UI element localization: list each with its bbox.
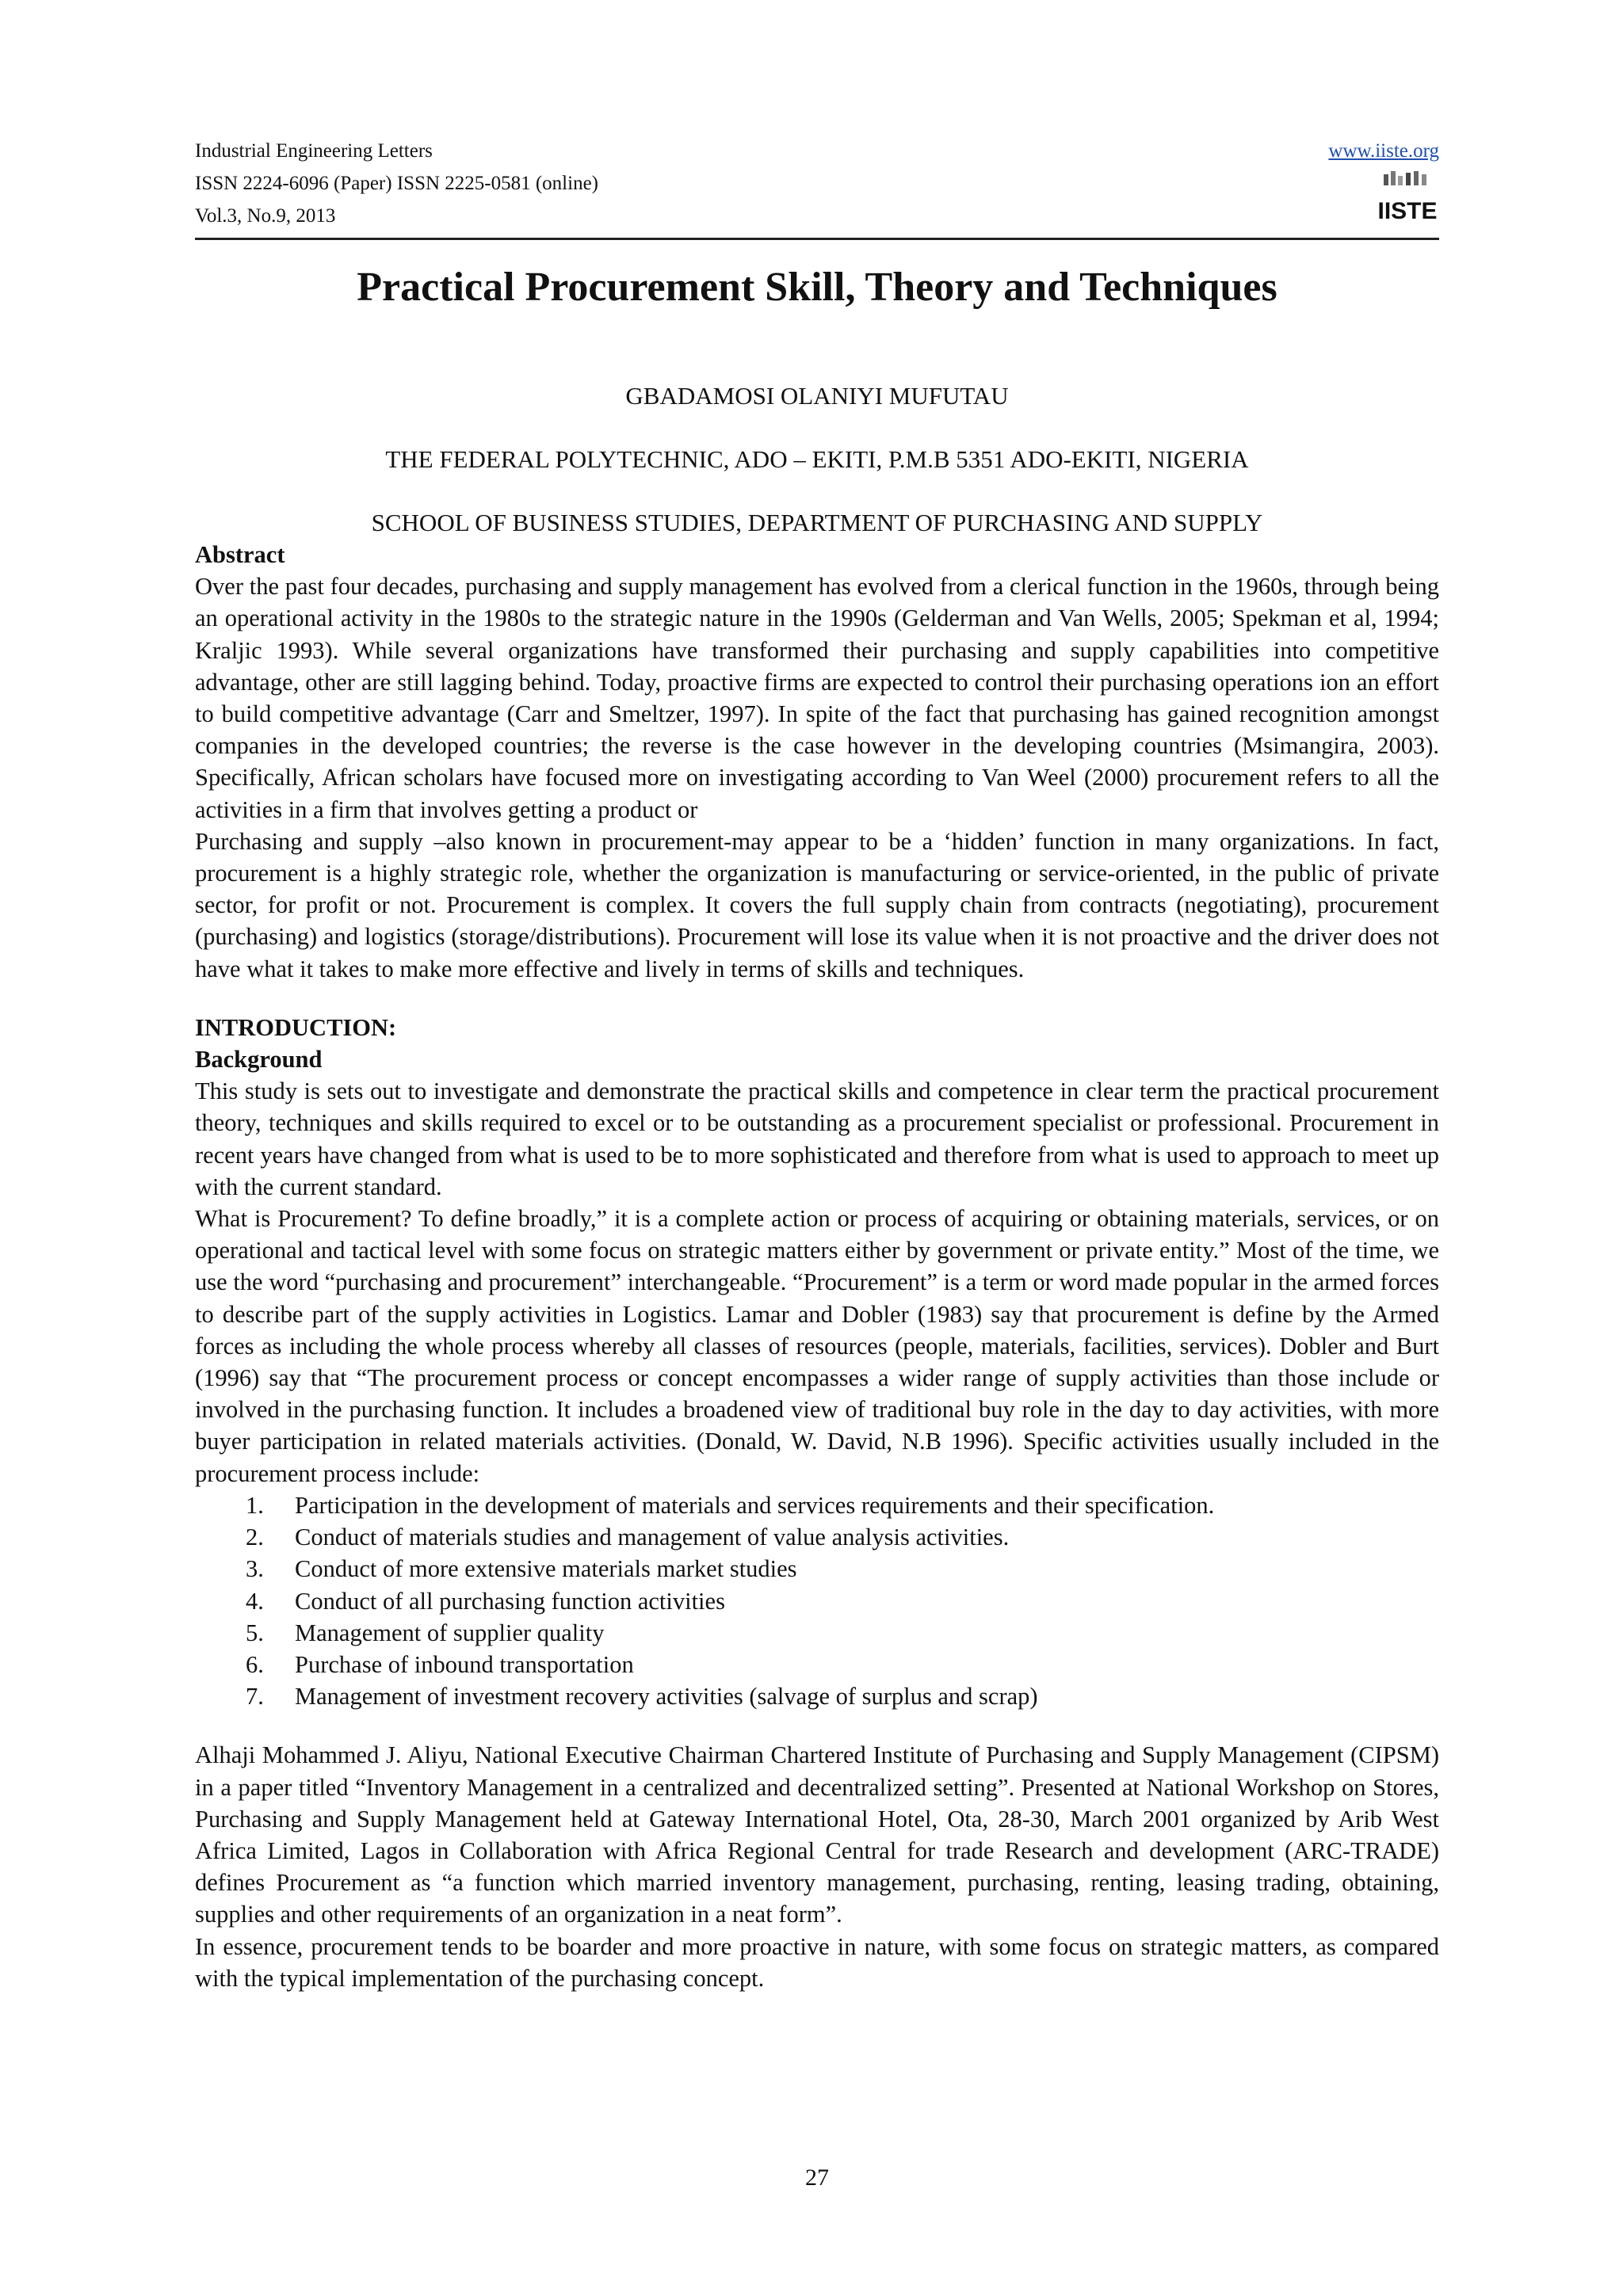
list-text: Purchase of inbound transportation	[295, 1650, 634, 1678]
list-text: Conduct of materials studies and management of value analysis activities.	[295, 1524, 1010, 1551]
author-name: GBADAMOSI OLANIYI MUFUTAU	[625, 382, 1009, 410]
list-number: 7.	[246, 1683, 264, 1711]
journal-header	[195, 135, 598, 232]
list-number: 1.	[246, 1491, 264, 1519]
list-item	[195, 1553, 1439, 1585]
list-item	[195, 1680, 1439, 1712]
body-paragraph: Alhaji Mohammed J. Aliyu, National Executive Chairman Chartered Institute of Purchasing and Supply Management (CIPSM) in a paper titled “Inventory Management in a centralized and decentralized setting”. Presented at National Workshop on Stores, Purchasing and Supply Management held at Gateway International Hotel, Ota, 28-30, March 2001 organized by Arib West Africa Limited, Lagos in Collaboration with Africa Regional Central for trade Research and development (ARC-TRADE) defines Procurement as “a function which married inventory management, purchasing, renting, leasing trading, obtaining, supplies and other requirements of an organization in a neat form”.	[195, 1741, 1439, 1928]
page-number: 27	[805, 2164, 829, 2191]
journal-url-link[interactable]: www.iiste.org	[1328, 140, 1439, 162]
list-item	[195, 1489, 1439, 1521]
list-text: Management of investment recovery activities (salvage of surplus and scrap)	[295, 1683, 1038, 1711]
paper-body	[195, 539, 1439, 1994]
list-item	[195, 1617, 1439, 1649]
list-text: Conduct of all purchasing function activities	[295, 1587, 725, 1615]
journal-volume: Vol.3, No.9, 2013	[195, 205, 336, 227]
list-number: 3.	[246, 1555, 264, 1583]
iiste-logo	[1377, 170, 1438, 227]
paper-title: Practical Procurement Skill, Theory and Techniques	[357, 265, 1277, 310]
logo-lettering: IISTE	[1377, 198, 1438, 224]
list-number: 2.	[246, 1524, 264, 1551]
abstract-heading: Abstract	[195, 541, 285, 568]
abstract-paragraph: Purchasing and supply –also known in procurement-may appear to be a ‘hidden’ function in many organizations. In fact, procurement is a highly strategic role, whether the organization is manufacturing or service-oriented, in the public of private sector, for profit or not. Procurement is complex. It covers the full supply chain from contracts (negotiating), procurement (purchasing) and logistics (storage/distributions). Procurement will lose its value when it is not proactive and the driver does not have what it takes to make more effective and lively in terms of skills and techniques.	[195, 827, 1439, 982]
list-item	[195, 1585, 1439, 1617]
list-text: Management of supplier quality	[295, 1619, 605, 1646]
body-paragraph: What is Procurement? To define broadly,” it is a complete action or process of acquiring or obtaining materials, services, or on operational and tactical level with some focus on strategic matters either by government or private entity.” Most of the time, we use the word “purchasing and procurement” interchangeable. “Procurement” is a term or word made popular in the armed forces to describe part of the supply activities in Logistics. Lamar and Dobler (1983) say that procurement is define by the Armed forces as including the whole process whereby all classes of resources (people, materials, facilities, services). Dobler and Burt (1996) say that “The procurement process or concept encompasses a wider range of supply activities than those include or involved in the purchasing function. It includes a broadened view of traditional buy role in the day to day activities, with more buyer participation in related materials activities. (Donald, W. David, N.B 1996). Specific activities usually included in the procurement process include:	[195, 1205, 1439, 1487]
section-gap	[195, 985, 1439, 1012]
abstract-paragraph: Over the past four decades, purchasing and supply management has evolved from a clerical function in the 1960s, through being an operational activity in the 1980s to the strategic nature in the 1990s (Gelderman and Van Wells, 2005; Spekman et al, 1994; Kraljic 1993). While several organizations have transformed their purchasing and supply capabilities into competitive advantage, other are still lagging behind. Today, proactive firms are expected to control their purchasing operations ion an effort to build competitive advantage (Carr and Smeltzer, 1997). In spite of the fact that purchasing has gained recognition amongst companies in the developed countries; the reverse is the case however in the developing countries (Msimangira, 2003). Specifically, African scholars have focused more on investigating according to Van Weel (2000) procurement refers to all the activities in a firm that involves getting a product or	[195, 573, 1439, 823]
body-paragraph: In essence, procurement tends to be boarder and more proactive in nature, with some focus on strategic matters, as compared with the typical implementation of the purchasing concept.	[195, 1932, 1439, 1992]
list-text: Conduct of more extensive materials market studies	[295, 1555, 797, 1583]
body-paragraph: This study is sets out to investigate and demonstrate the practical skills and competence in clear term the practical procurement theory, techniques and skills required to excel or to be outstanding as a procurement specialist or professional. Procurement in recent years have changed from what is used to be to more sophisticated and therefore from what is used to approach to meet up with the current standard.	[195, 1077, 1439, 1200]
author-affiliation: THE FEDERAL POLYTECHNIC, ADO – EKITI, P.M.B 5351 ADO-EKITI, NIGERIA	[385, 445, 1249, 473]
section-gap	[195, 1712, 1439, 1739]
list-text: Participation in the development of materials and services requirements and their specification.	[295, 1491, 1215, 1519]
journal-issn: ISSN 2224-6096 (Paper) ISSN 2225-0581 (online)	[195, 173, 598, 194]
list-number: 4.	[246, 1587, 264, 1615]
background-subheading: Background	[195, 1046, 323, 1074]
header-divider	[195, 238, 1439, 240]
introduction-heading: INTRODUCTION:	[195, 1013, 397, 1041]
procurement-activities-list	[195, 1489, 1439, 1712]
author-department: SCHOOL OF BUSINESS STUDIES, DEPARTMENT OF PURCHASING AND SUPPLY	[371, 509, 1263, 536]
journal-name: Industrial Engineering Letters	[195, 140, 433, 162]
list-item	[195, 1649, 1439, 1680]
list-item	[195, 1521, 1439, 1553]
list-number: 6.	[246, 1650, 264, 1678]
list-number: 5.	[246, 1619, 264, 1646]
